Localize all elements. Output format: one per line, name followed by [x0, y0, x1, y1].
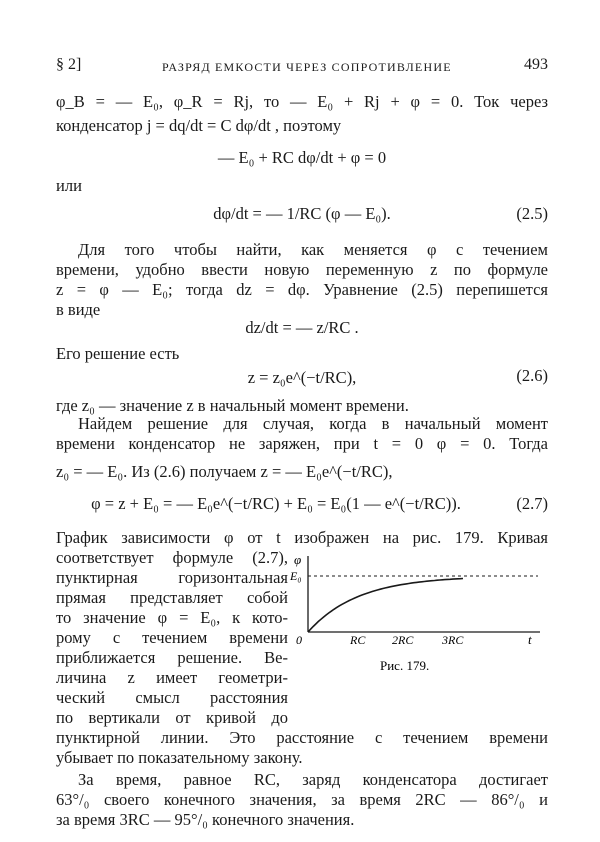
- text-line: z = φ — E₀; тогда dz = dφ. Уравнение (2.5) перепишется: [56, 280, 548, 299]
- text-line: конденсатор j = dq/dt = C dφ/dt , поэтому: [56, 116, 342, 135]
- text-line: в виде: [56, 300, 101, 319]
- text-line: Его решение есть: [56, 344, 180, 363]
- text-line: За время, равное RC, заряд конденсатора достигает: [78, 770, 548, 789]
- equation: — E₀ + RC dφ/dt + φ = 0: [217, 148, 387, 167]
- text-line: ческий смысл расстояния: [56, 688, 288, 707]
- text-line: то значение φ = E₀, к кото-: [56, 608, 288, 627]
- equation: dφ/dt = — 1/RC (φ — E₀).: [213, 204, 391, 223]
- text-line: или: [56, 176, 82, 195]
- equation: z = z₀e^(−t/RC),: [247, 368, 357, 387]
- text-line: приближается решение. Ве-: [56, 648, 288, 667]
- equation-number: (2.5): [516, 204, 548, 223]
- equation: φ = z + E₀ = — E₀e^(−t/RC) + E₀ = E₀(1 — e^(−t/RC)).: [91, 494, 461, 513]
- running-title: РАЗРЯД ЕМКОСТИ ЧЕРЕЗ СОПРОТИВЛЕНИЕ: [162, 60, 452, 74]
- equation: dz/dt = — z/RC .: [245, 318, 359, 337]
- equation-number: (2.7): [516, 494, 548, 513]
- figure-179: [288, 548, 548, 678]
- origin-label: 0: [296, 633, 302, 647]
- charge-curve: [308, 579, 463, 633]
- text-line: соответствует формуле (2.7),: [56, 548, 288, 567]
- text-line: Найдем решение для случая, когда в начальный момент: [78, 414, 548, 433]
- text-line: Для того чтобы найти, как меняется φ с течением: [78, 240, 548, 259]
- e0-label: E₀: [290, 569, 302, 583]
- text-line: рому с течением времени: [56, 628, 288, 647]
- x-tick-label-rc: RC: [350, 633, 366, 647]
- x-axis-label: t: [528, 632, 532, 647]
- text-line: времени, удобно ввести новую переменную z по формуле: [56, 260, 548, 279]
- equation-number: (2.6): [516, 366, 548, 385]
- text-line: убывает по показательному закону.: [56, 748, 303, 767]
- section-marker: § 2]: [56, 56, 82, 73]
- text-line: 63°/₀ своего конечного значения, за время 2RC — 86°/₀ и: [56, 790, 548, 809]
- text-line: График зависимости φ от t изображен на рис. 179. Кривая: [56, 528, 548, 547]
- text-line: прямая представляет собой: [56, 588, 288, 607]
- text-line: φ_B = — E₀, φ_R = Rj, то — E₀ + Rj + φ = 0. Ток через: [56, 92, 548, 111]
- text-line: за время 3RC — 95°/₀ конечного значения.: [56, 810, 355, 829]
- text-line: по вертикали от кривой до: [56, 708, 288, 727]
- x-tick-label-3rc: 3RC: [442, 633, 464, 647]
- text-line: пунктирной линии. Это расстояние с течением времени: [56, 728, 548, 747]
- x-tick-label-2rc: 2RC: [392, 633, 414, 647]
- y-axis-label: φ: [294, 552, 302, 567]
- figure-caption: Рис. 179.: [380, 658, 430, 673]
- text-line: времени конденсатор не заряжен, при t = 0 φ = 0. Тогда: [56, 434, 548, 453]
- page-number: 493: [524, 56, 548, 73]
- text-line: личина z имеет геометри-: [56, 668, 288, 687]
- text-line: z₀ = — E₀. Из (2.6) получаем z = — E₀e^(−t/RC),: [56, 462, 393, 481]
- text-line: где z₀ — значение z в начальный момент времени.: [56, 396, 409, 415]
- text-line: пунктирная горизонтальная: [56, 568, 288, 587]
